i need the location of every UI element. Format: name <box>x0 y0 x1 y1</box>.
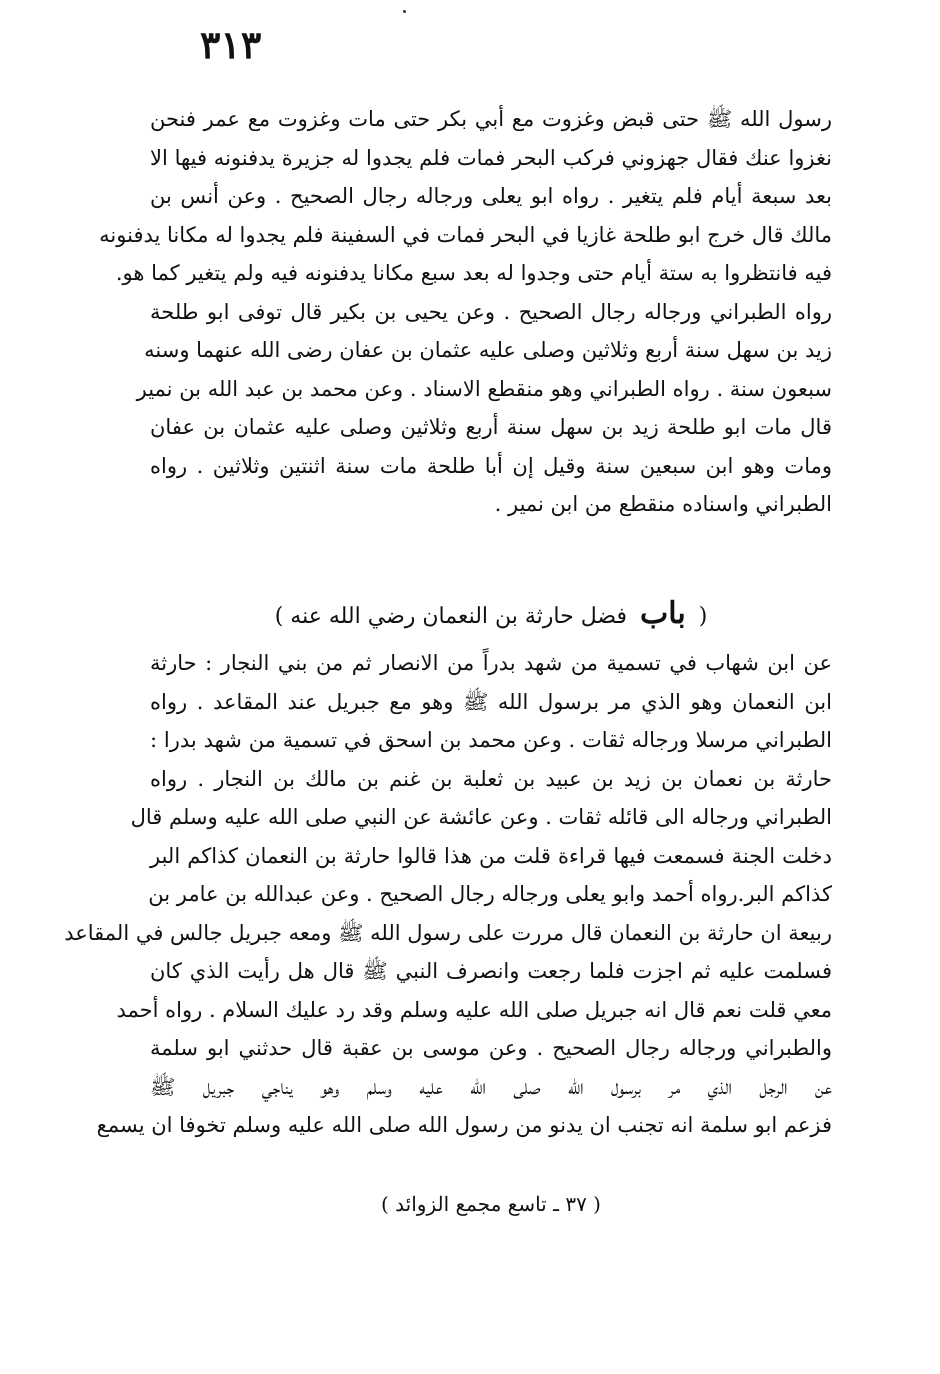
text-line: رواه الطبراني ورجاله رجال الصحيح . وعن يحيى بن بكير قال توفى ابو طلحة <box>150 299 832 324</box>
text-line: معي قلت نعم قال انه جبريل صلى الله عليه وسلم وقد رد عليك السلام . رواه أحمد <box>116 997 832 1022</box>
text-line: الطبراني ورجاله الى قائله ثقات . وعن عائشة عن النبي صلى الله عليه وسلم قال <box>130 805 832 829</box>
text-line: نغزوا عنك فقال جهزوني فركب البحر فمات فلم يجدوا له جزيرة يدفنونه فيها الا <box>150 145 832 170</box>
text-line: دخلت الجنة فسمعت فيها قراءة قلت من هذا قالوا حارثة بن النعمان كذاكم البر <box>150 843 832 868</box>
text-line: فزعم ابو سلمة انه تجنب ان يدنو من رسول الله صلى الله عليه وسلم تخوفا ان يسمع <box>96 1113 832 1137</box>
text-line: ومات وهو ابن سبعين سنة وقيل إن أبا طلحة مات سنة اثنتين وثلاثين . رواه <box>150 453 832 478</box>
text-line: حارثة بن نعمان بن زيد بن عبيد بن ثعلبة بن غنم بن مالك بن النجار . رواه <box>150 766 832 791</box>
text-line: سبعون سنة . رواه الطبراني وهو منقطع الاسناد . وعن محمد بن عبد الله بن نمير <box>136 376 832 401</box>
text-line: والطبراني ورجاله رجال الصحيح . وعن موسى بن عقبة قال حدثني ابو سلمة <box>150 1036 832 1060</box>
page-number: ٣١٣ <box>200 22 262 67</box>
top-paragraph <box>99 100 833 524</box>
text-line: زيد بن سهل سنة أربع وثلاثين وصلى عليه عثمان بن عفان رضى الله عنهما وسنه <box>144 338 832 362</box>
text-line: رسول الله ﷺ حتى قبض وغزوت مع أبي بكر حتى مات وغزوت مع عمر فنحن <box>150 107 833 131</box>
bottom-paragraph <box>64 644 832 1145</box>
text-line: ابن النعمان وهو الذي مر برسول الله ﷺ وهو مع جبريل عند المقاعد . رواه <box>150 689 832 714</box>
signature-footer: ( ٣٧ ـ تاسع مجمع الزوائد ) <box>381 1192 601 1216</box>
section-heading <box>150 590 832 638</box>
text-line: الطبراني واسناده منقطع من ابن نمير . <box>494 492 832 516</box>
text-line: فسلمت عليه ثم اجزت فلما رجعت وانصرف النبي ﷺ قال هل رأيت الذي كان <box>150 959 832 983</box>
text-line: الطبراني مرسلا ورجاله ثقات . وعن محمد بن اسحق في تسمية من شهد بدرا : <box>150 728 832 752</box>
heading-open-paren: ( <box>698 604 708 629</box>
text-line: قال مات ابو طلحة زيد بن سهل سنة أربع وثلاثين وصلى عليه عثمان بن عفان <box>150 415 832 439</box>
text-line: مالك قال خرج ابو طلحة غازيا في البحر فمات في السفينة فلم يجدوا له مكانا يدفنونه <box>99 222 832 247</box>
text-line: ربيعة ان حارثة بن النعمان قال مررت على رسول الله ﷺ ومعه جبريل جالس في المقاعد <box>64 920 832 945</box>
text-line: عن الرجل الذي مر برسول الله صلى الله عليه وسلم وهو يناجي جبريل ﷺ <box>150 1074 832 1099</box>
text-line: فيه فانتظروا به ستة أيام حتى وجدوا له بعد سبع مكانا يدفنونه فيه ولم يتغير كما هو. <box>115 261 832 285</box>
text-line: كذاكم البر.رواه أحمد وابو يعلى ورجاله رجال الصحيح . وعن عبدالله بن عامر بن <box>148 882 832 906</box>
heading-bab: باب <box>639 596 686 631</box>
ink-speck <box>403 10 406 13</box>
text-line: بعد سبعة أيام فلم يتغير . رواه ابو يعلى ورجاله رجال الصحيح . وعن أنس بن <box>150 184 832 208</box>
heading-close-paren: ) <box>274 604 284 629</box>
heading-title: فضل حارثة بن النعمان رضي الله عنه <box>290 604 627 629</box>
text-line: عن ابن شهاب في تسمية من شهد بدراً من الانصار ثم من بني النجار : حارثة <box>150 651 832 675</box>
